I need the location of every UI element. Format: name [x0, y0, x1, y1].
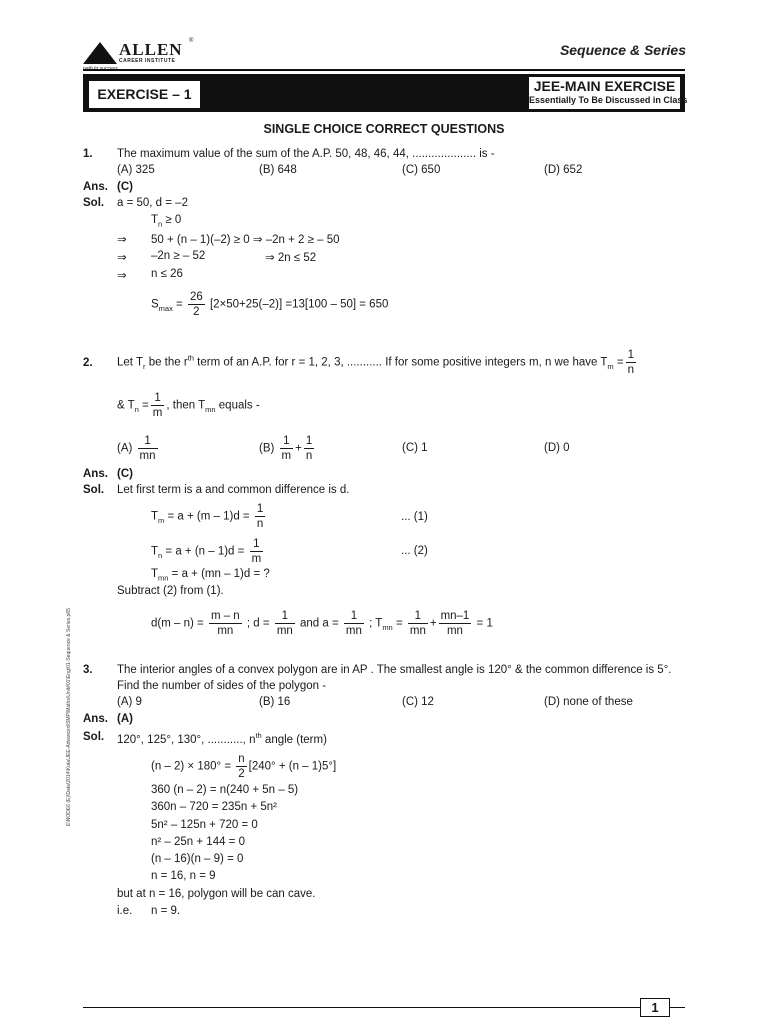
denominator: 2 [238, 768, 245, 780]
q3-sol-line: but at n = 16, polygon will be can cave. [117, 888, 316, 900]
q2-option-d: (D) 0 [544, 442, 570, 454]
subscript: m [607, 361, 614, 371]
subscript: mn [205, 404, 216, 414]
q3-text-line1: The interior angles of a convex polygon are in AP . The smallest angle is 120° & the common difference is 5°. [117, 664, 672, 676]
q1-sol-line: 50 + (n – 1)(–2) ≥ 0 ⇒ –2n + 2 ≥ – 50 [151, 234, 340, 246]
q2-eq1: $T_m = a + (m - 1)d$ = $\frac{1}{n}$ [151, 503, 264, 530]
q2-sol-label: Sol. [83, 484, 105, 496]
q1-sol-line: ⇒ 2n ≤ 52 [265, 252, 317, 264]
denominator: mn [276, 625, 293, 637]
eq-text: ; T [369, 617, 383, 630]
registered-mark: ® [189, 38, 194, 44]
denominator: mn [217, 625, 234, 637]
q2-option-b: (B) $\frac{1}{m}$ + $\frac{1}{n}$ [259, 435, 313, 462]
q3-answer: (A) [117, 713, 133, 725]
denominator: 2 [193, 306, 200, 318]
numerator: 1 [408, 609, 428, 624]
numerator: n [238, 753, 245, 765]
numerator: 26 [189, 291, 203, 303]
denominator: n [256, 518, 264, 530]
numerator: 1 [280, 434, 294, 449]
subscript: r [143, 361, 146, 371]
eq-text: = a + (mn – 1)d = ? [171, 568, 270, 580]
eq-text: and a = [300, 617, 339, 630]
denominator: n [305, 450, 313, 462]
eq-text: (n – 2) × 180° = [151, 760, 232, 773]
fraction [280, 434, 294, 463]
q3-option-d: (D) none of these [544, 696, 633, 708]
q1-sol-line: a = 50, d = –2 [117, 197, 188, 209]
q2-eq3: $T_{mn} = a + (mn - 1)d$ = ? [151, 568, 270, 583]
fraction [255, 502, 265, 531]
q3-option-a: (A) 9 [117, 696, 142, 708]
q1-sol-line: –2n ≥ – 52 [151, 250, 206, 262]
subscript: n [134, 404, 139, 414]
q2-text-part: & T [117, 399, 135, 412]
q2-ans-label: Ans. [83, 468, 108, 480]
option-letter: (A) [117, 442, 133, 455]
exercise-label: EXERCISE – 1 [89, 81, 200, 108]
numerator: 1 [256, 503, 264, 515]
fraction [344, 609, 364, 638]
q2-text-part: term of an A.P. for r = 1, 2, 3, ........... If for some positive integers m, n we have T [193, 356, 608, 369]
superscript: th [187, 353, 194, 363]
q1-option-d: (D) 652 [544, 164, 583, 176]
denominator: mn [139, 450, 156, 462]
eq-text: = 1 [476, 617, 493, 630]
numerator: mn–1 [440, 610, 470, 622]
q3-sol-line: 360 (n – 2) = n(240 + 5n – 5) [151, 784, 299, 796]
logo-word: ALLEN [119, 40, 183, 59]
eq-text: = a + (m – 1)d = [167, 510, 250, 523]
numerator: 1 [250, 537, 264, 552]
numerator: 1 [305, 435, 313, 447]
subscript: mn [382, 622, 393, 632]
q3-sol-line: n = 9. [151, 905, 181, 917]
q3-sol-line: n = 16, n = 9 [151, 870, 216, 882]
q3-text-line2: Find the number of sides of the polygon - [117, 680, 327, 692]
q3-sol-line: 360n – 720 = 235n + 5n² [151, 801, 277, 813]
q2-final-equation: d(m – n) = $\frac{m - n}{mn}$ ; d = $\frac{1}{mn}$ and a = $\frac{1}{mn}$ ; $T_{mn}$ = $\frac{1}{mn}$ + $\frac{mn-1}{mn}$ = 1 [151, 610, 493, 637]
section-title: SINGLE CHOICE CORRECT QUESTIONS [263, 122, 505, 136]
implies-icon: ⇒ [117, 252, 127, 264]
numerator: 1 [138, 434, 158, 449]
numerator: 1 [344, 609, 364, 624]
numerator: m – n [210, 610, 240, 622]
implies-icon: ⇒ [117, 234, 127, 246]
fraction [138, 434, 158, 463]
q1-option-a: (A) 325 [117, 164, 155, 176]
fraction [275, 609, 295, 638]
fraction [151, 391, 165, 420]
q1-sol-line: n ≤ 26 [151, 268, 183, 280]
eq-text: = [395, 617, 403, 630]
denominator: n [627, 364, 634, 376]
eq-text: d(m – n) = [151, 617, 204, 630]
q2-eq1-ref: ... (1) [401, 511, 428, 523]
q2-text-part: equals - [215, 399, 260, 412]
denominator: m [251, 553, 262, 565]
denominator: m [152, 407, 163, 419]
q1-option-b: (B) 648 [259, 164, 297, 176]
q3-sol-line: n² – 25n + 144 = 0 [151, 836, 245, 848]
q1-text: The maximum value of the sum of the A.P. 50, 48, 46, 44, .................... is - [117, 148, 495, 160]
q2-eq2-ref: ... (2) [401, 545, 428, 557]
q2-eq2: $T_n = a + (n - 1)d$ = $\frac{1}{m}$ [151, 538, 262, 565]
q1-sol-line: $T_n \ge 0$ [151, 214, 182, 229]
q3-number: 3. [83, 664, 93, 676]
q2-subtract: Subtract (2) from (1). [117, 585, 224, 597]
fraction [250, 537, 264, 566]
fraction [236, 752, 246, 781]
logo-subtitle: CAREER INSTITUTE [119, 58, 176, 64]
fraction [408, 609, 428, 638]
numerator: 1 [275, 609, 295, 624]
implies-icon: ⇒ [117, 270, 127, 282]
q2-text-part: , then T [166, 399, 206, 412]
eq-text: ; d = [246, 617, 270, 630]
numerator: 1 [627, 349, 634, 361]
numerator: 1 [151, 391, 165, 406]
chapter-title: Sequence & Series [559, 42, 686, 58]
q2-number: 2. [83, 357, 93, 369]
q2-text: Let $T_r$ be the $r^{th}$ term of an A.P. for r = 1, 2, 3, ........... If for some positive integers m, n we have $T_m$ = $\frac{1}{n}$ [117, 349, 634, 376]
q1-smax-equation: $S_{max}$ = $\frac{26}{2}$ [2×50+25(–2)] =13[100 – 50] = 650 [151, 291, 389, 318]
q1-sol-ineq: ≥ 0 [165, 214, 182, 226]
q2-text-part: Let T [117, 356, 143, 369]
q3-sol-label: Sol. [83, 731, 105, 743]
q2-text-line2: & $T_n$ = $\frac{1}{m}$ , then $T_{mn}$ equals - [117, 392, 260, 419]
q3-sol-ie: i.e. [117, 905, 133, 917]
page-number: 1 [640, 998, 670, 1017]
jee-title: JEE-MAIN EXERCISE [533, 78, 676, 94]
fraction [209, 609, 242, 638]
denominator: mn [446, 625, 463, 637]
q1-option-c: (C) 650 [402, 164, 441, 176]
eq-text: [240° + (n – 1)5°] [248, 760, 337, 773]
q3-sol-equation [151, 752, 336, 781]
q1-answer: (C) [117, 181, 133, 193]
q3-option-b: (B) 16 [259, 696, 291, 708]
superscript: th [255, 731, 262, 740]
q2-answer: (C) [117, 468, 133, 480]
jee-subtitle: Essentially To Be Discussed in Class [529, 95, 688, 105]
fraction [304, 434, 314, 463]
eq-text: = a + (n – 1)d = [165, 545, 245, 558]
q1-ans-label: Ans. [83, 181, 108, 193]
q3-ans-label: Ans. [83, 713, 108, 725]
q3-sol-line: (n – 16)(n – 9) = 0 [151, 853, 244, 865]
q1-number: 1. [83, 148, 93, 160]
option-letter: (B) [259, 442, 275, 455]
denominator: mn [345, 625, 362, 637]
fraction [626, 348, 636, 377]
q3-sol-line [117, 731, 327, 746]
eq-text: angle (term) [261, 733, 327, 746]
jee-main-box [529, 77, 688, 109]
eq-text: 120°, 125°, 130°, ..........., n [117, 733, 256, 746]
fraction [439, 609, 472, 638]
smax-symbol: S [151, 298, 159, 311]
denominator: mn [409, 625, 426, 637]
q2-option-c: (C) 1 [402, 442, 428, 454]
denominator: m [281, 450, 292, 462]
logo-emblem-icon [83, 42, 117, 64]
q3-option-c: (C) 12 [402, 696, 434, 708]
q2-option-a [117, 434, 160, 463]
smax-rest: [2×50+25(–2)] =13[100 – 50] = 650 [209, 298, 389, 311]
footer-rule [83, 1007, 685, 1008]
fraction [188, 290, 205, 319]
allen-logo [83, 38, 194, 68]
q2-sol-intro: Let first term is a and common difference is d. [117, 484, 350, 496]
q1-sol-label: Sol. [83, 197, 105, 209]
q3-sol-line: 5n² – 125n + 720 = 0 [151, 819, 258, 831]
smax-subscript: max [158, 303, 173, 313]
q2-text-part: be the r [145, 356, 188, 369]
file-path-code: E\NODE6 (E)\Data\2014\Kota\JEE-Advanced\SMP\Maths\Unit#01\Eng\01-Sequence & Series.p65 [66, 608, 72, 826]
header-rule [83, 69, 685, 71]
